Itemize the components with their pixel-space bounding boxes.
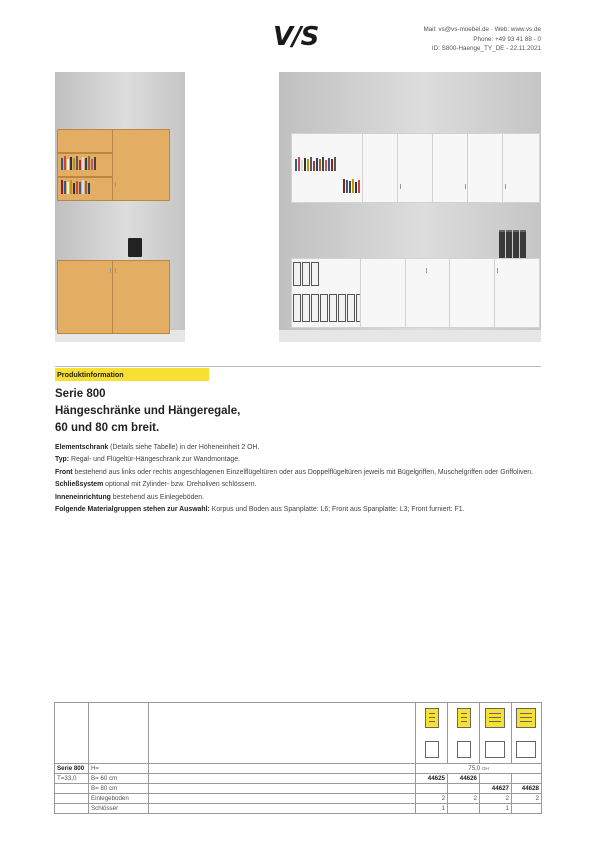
desc-materials: Folgende Materialgruppen stehen zur Auswahl: Korpus und Boden aus Spanplatte: L6; Front aus Spanplatte: L3; Front furniert: F1. [55, 506, 465, 514]
cabinet-80-shelf-icon [483, 708, 507, 760]
contact-phone: Phone: +49 93 41 88 - 0 [473, 35, 541, 43]
section-divider [55, 366, 541, 367]
document-id: ID: S800-Haenge_TY_DE - 22.11.2021 [431, 45, 541, 52]
product-photo-wood [55, 72, 185, 342]
contact-info [423, 25, 541, 54]
shelves-value: 2 [479, 794, 511, 804]
table-row [55, 804, 542, 814]
shelves-value: 2 [511, 794, 541, 804]
series-title: Serie 800 [55, 388, 106, 400]
locks-value: 1 [479, 804, 511, 814]
table-row [55, 703, 542, 764]
cabinet-80-door-icon [514, 708, 538, 760]
article-44627: 44627 [479, 784, 511, 794]
product-subtitle: 60 und 80 cm breit. [55, 422, 160, 434]
locks-label: Schlösser [88, 804, 148, 814]
desc-lock: Schließsystem optional mit Zylinder- bzw. Dreholiven schlössern. [55, 481, 257, 489]
article-44625: 44625 [416, 774, 448, 784]
desc-type: Typ: Regal- und Flügeltür-Hängeschrank zur Wandmontage. [55, 456, 240, 464]
product-description [55, 442, 545, 516]
width60-label: B= 60 cm [88, 774, 148, 784]
vs-logo: V/S [273, 22, 319, 52]
table-row [55, 764, 542, 774]
locks-value [448, 804, 480, 814]
section-badge: Produktinformation [55, 368, 209, 381]
desc-interior: Inneneinrichtung bestehend aus Einlegeböden. [55, 493, 204, 501]
depth-cell: T=33,0 [55, 774, 89, 784]
shelves-label: Einlegeboden [88, 794, 148, 804]
desc-front: Front bestehend aus links oder rechts angeschlagenen Einzelflügeltüren oder aus Doppelflügeltüren jeweils mit Bügelgriffen, Muschelgriffen oder Griffoliven. [55, 468, 534, 476]
series-cell: Serie 800 [55, 764, 89, 774]
contact-mail-web: Mail: vs@vs-moebel.de · Web: www.vs.de [423, 26, 541, 33]
product-title: Hängeschränke und Hängeregale, [55, 405, 241, 417]
shelves-value: 2 [416, 794, 448, 804]
table-row [55, 774, 542, 784]
article-44626: 44626 [448, 774, 480, 784]
cabinet-60-door-icon [455, 708, 473, 760]
table-row [55, 784, 542, 794]
spec-table [54, 702, 542, 814]
locks-value [511, 804, 541, 814]
height-label: H= [88, 764, 148, 774]
cabinet-60-shelf-icon [423, 708, 441, 760]
product-photo-white [279, 72, 541, 342]
desc-element: Elementschrank (Details siehe Tabelle) in der Höheneinheit 2 OH. [55, 444, 260, 451]
locks-value: 1 [416, 804, 448, 814]
article-44628: 44628 [511, 784, 541, 794]
height-cell: 75,0 OH [416, 764, 542, 774]
shelves-value: 2 [448, 794, 480, 804]
product-heading [55, 386, 240, 437]
table-row [55, 794, 542, 804]
width80-label: B= 80 cm [88, 784, 148, 794]
